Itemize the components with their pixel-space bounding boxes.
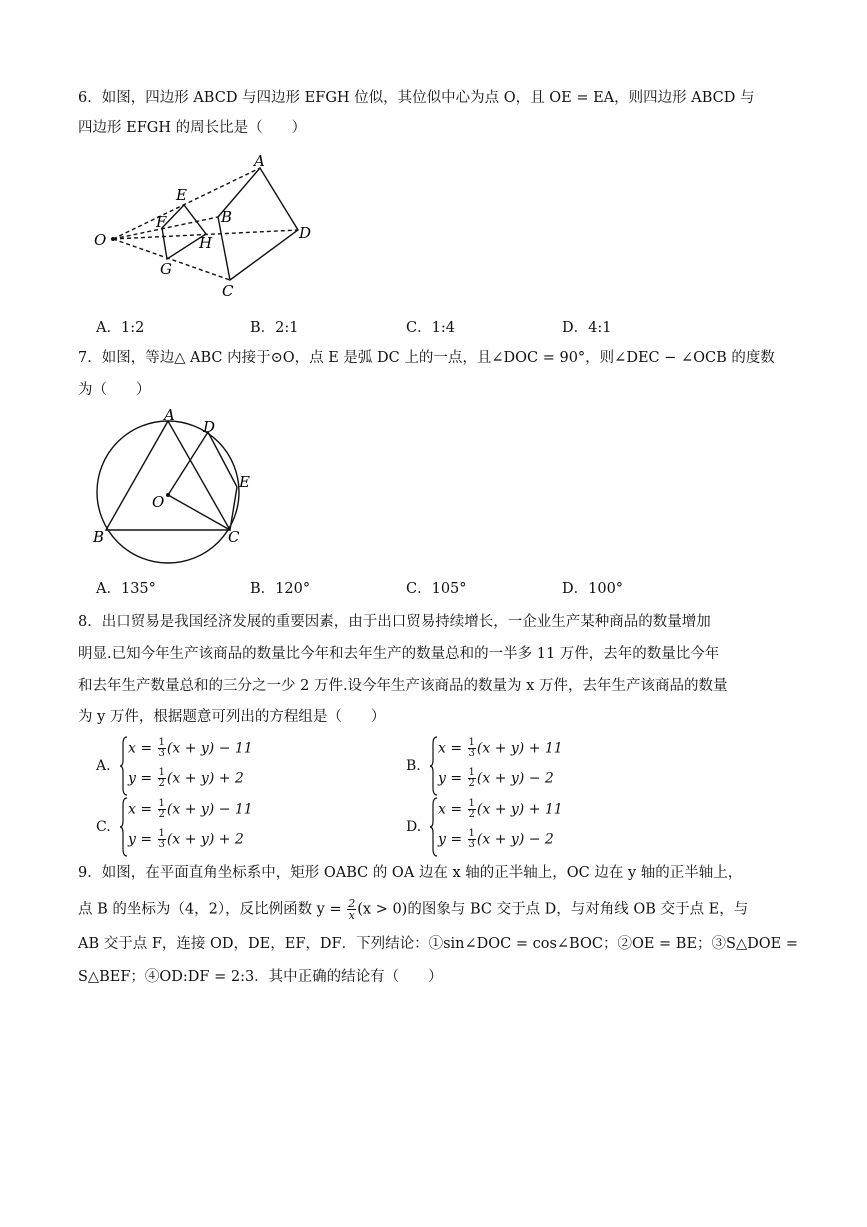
brace-icon <box>120 736 128 796</box>
q6-point-d: D <box>299 224 312 242</box>
brace-icon <box>430 736 438 796</box>
q8-text-line2: 明显.已知今年生产该商品的数量比今年和去年生产的数量总和的一半多 11 万件，去年的数量比今年 <box>78 646 720 662</box>
brace-icon <box>120 797 128 857</box>
q8-option-a[interactable]: A. x = $\frac{1}{3}$ (x + y) − 11 y = $\frac{1}{2}$ (x + y) + 2 <box>96 736 376 798</box>
q9-text-line4: S△BEF；④OD:DF = 2:3．其中正确的结论有（ ） <box>78 969 443 985</box>
q6-point-h: H <box>199 234 213 252</box>
q7-option-d[interactable]: D．100° <box>562 581 624 597</box>
q9-text-line1: 9．如图，在平面直角坐标系中，矩形 OABC 的 OA 边在 x 轴的正半轴上，OC 边在 y 轴的正半轴上， <box>78 865 743 881</box>
brace-icon <box>430 797 438 857</box>
q7-point-c: C <box>228 528 240 546</box>
q8-text-line3: 和去年生产数量总和的三分之一少 2 万件.设今年生产该商品的数量为 x 万件，去年生产该商品的数量 <box>78 678 728 694</box>
q8-option-d[interactable]: D. x = $\frac{1}{2}$ (x + y) + 11 y = $\frac{1}{3}$ (x + y) − 2 <box>406 797 686 859</box>
q7-option-b[interactable]: B．120° <box>250 581 311 597</box>
q8-text-line1: 8．出口贸易是我国经济发展的重要因素，由于出口贸易持续增长，一企业生产某种商品的数量增加 <box>78 614 711 630</box>
q9-text-line2: 点 B 的坐标为（4，2），反比例函数 y = $\frac{2}{x}$ (x > 0)的图象与 BC 交于点 D，与对角线 OB 交于点 E，与 <box>78 897 749 922</box>
q6-option-b[interactable]: B．2:1 <box>250 320 299 336</box>
q9-text-line3: AB 交于点 F，连接 OD，DE，EF，DF．下列结论：①sin∠DOC = cos∠BOC；②OE = BE；③S△DOE = <box>78 936 798 952</box>
q6-option-d[interactable]: D．4:1 <box>562 320 612 336</box>
q7-text-line1: 7．如图，等边△ ABC 内接于⊙O，点 E 是弧 DC 上的一点，且∠DOC = 90°，则∠DEC − ∠OCB 的度数 <box>78 350 775 366</box>
q6-point-a: A <box>254 152 265 170</box>
q7-point-d: D <box>203 418 216 436</box>
q6-point-f: F <box>156 213 167 231</box>
q8-option-b[interactable]: B. x = $\frac{1}{3}$ (x + y) + 11 y = $\frac{1}{2}$ (x + y) − 2 <box>406 736 686 798</box>
q7-option-c[interactable]: C．105° <box>406 581 467 597</box>
q8-option-c[interactable]: C. x = $\frac{1}{2}$ (x + y) − 11 y = $\frac{1}{3}$ (x + y) + 2 <box>96 797 376 859</box>
q6-point-c: C <box>222 282 234 300</box>
q6-point-b: B <box>221 208 233 226</box>
q7-point-o: O <box>152 493 165 511</box>
q7-option-a[interactable]: A．135° <box>96 581 156 597</box>
q7-point-a: A <box>164 406 175 424</box>
q6-option-a[interactable]: A．1:2 <box>96 320 145 336</box>
q7-point-e: E <box>239 473 250 491</box>
q6-option-c[interactable]: C．1:4 <box>406 320 455 336</box>
q6-point-e: E <box>176 186 187 204</box>
q6-point-o: O <box>94 231 107 249</box>
q7-text-line2: 为（ ） <box>78 382 151 398</box>
q8-text-line4: 为 y 万件，根据题意可列出的方程组是（ ） <box>78 709 386 725</box>
q6-text-line2: 四边形 EFGH 的周长比是（ ） <box>78 120 307 136</box>
q6-point-g: G <box>160 260 172 278</box>
q6-text-line1: 6．如图，四边形 ABCD 与四边形 EFGH 位似，其位似中心为点 O，且 OE = EA，则四边形 ABCD 与 <box>78 90 755 106</box>
q7-figure <box>88 405 263 565</box>
q7-point-b: B <box>93 528 105 546</box>
q6-figure <box>88 150 328 300</box>
